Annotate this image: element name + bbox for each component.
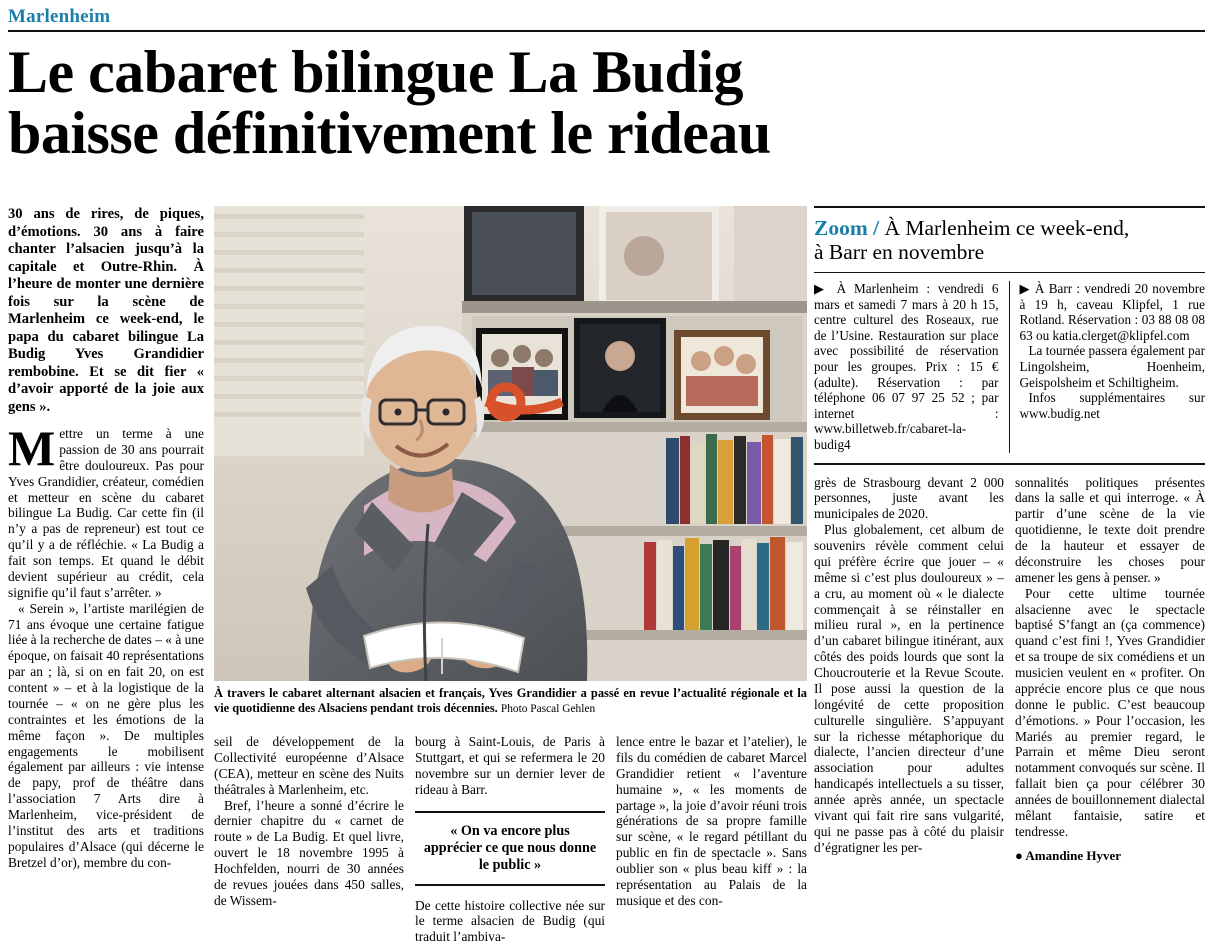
right-text-columns — [814, 475, 1205, 864]
paragraph — [8, 420, 204, 601]
zoom-title-line-2: à Barr en novembre — [814, 240, 985, 265]
zoom-title-line-1: À Marlenheim ce week-end, — [884, 216, 1130, 240]
right-column — [814, 206, 1205, 863]
paragraph: « Serein », l’artiste marilégien de 71 ans évoque une certaine fatigue liée à la recherche de dates – « à une époque, on faisait 40 représentations par an ; là, si on en fait 20, on est content » – et à la logistique de la tournée – « on ne gère plus les contraintes et les émotions de la même façon ». De multiples engagements le mobilisent également par ailleurs : vie intense de papy, prof de théâtre dans l’association 7 Arts dire à Marlenheim, vice-président de l’institut des arts et traditions populaires d’Alsace (qui décerne le Bretzel d’or), membre du con- — [8, 600, 204, 870]
zoom-item: La tournée passera également par Lingolsheim, Hoenheim, Geispolsheim et Schiltigheim. — [1019, 343, 1205, 390]
kicker: Marlenheim — [8, 6, 111, 27]
article-photo — [214, 206, 807, 681]
headline-line-2: baisse définitivement le rideau — [8, 100, 771, 167]
drop-cap: M — [8, 420, 56, 476]
zoom-heading — [814, 216, 1205, 264]
article-column-3 — [415, 734, 605, 945]
page-title — [8, 39, 1205, 167]
left-column — [8, 206, 204, 871]
standfirst: 30 ans de rires, de piques, d’émotions. 30 ans à faire chanter l’alsacien jusqu’à la capitale et Outre-Rhin. À l’heure de monter une dernière fois sur la scène de Marlenheim ce week-end, le papa du cabaret bilingue La Budig Yves Grandidier rembobine. Et se dit fier « d’avoir apporté de la joie aux gens ». — [8, 206, 204, 415]
under-photo-columns — [214, 734, 807, 945]
paragraph: lence entre le bazar et l’atelier), le fils du comédien de cabaret Marcel Grandidier retient « l’aventure humaine », « les moments de partage », la joie d’avoir réuni trois générations de sa propre famille sur scène, « le regard pétillant du public en fin de spectacle ». Sans oublier son « plus beau kiff » : la représentation au Palais de la musique et des con- — [616, 734, 807, 908]
paragraph: Bref, l’heure a sonné d’écrire le dernier chapitre du « carnet de route » de La Budig. Et quel livre, ouvert le 18 novembre 1995 à Hochfelden, nourri de 30 années de revues jouées dans 450 salles, de Wissem- — [214, 797, 404, 908]
paragraph: De cette histoire collective née sur le terme alsacien de Budig (qui traduit l’ambiva- — [415, 897, 605, 945]
paragraph: seil de développement de la Collectivité européenne d’Alsace (CEA), metteur en scène des Nuits théâtrales à Marlenheim, etc. — [214, 734, 404, 797]
zoom-column-marlenheim — [814, 281, 1010, 452]
byline: ● Amandine Hyver — [1015, 847, 1122, 863]
photo-caption-text: À travers le cabaret alternant alsacien et français, Yves Grandidier a passé en revue l’actualité régionale et la vie quotidienne des Alsaciens pendant trois décennies. — [214, 686, 807, 716]
paragraph: Plus globalement, cet album de souvenirs révèle comment celui qui préfère écrire que jouer – « même si c’est plus douloureux » – a cru, au moment où « le dialecte commençait à se réinstaller en milieu rural », en la pertinence d’un cabaret bilingue itinérant, aux côtés des poids lourds que sont la Choucrouterie et la Revue Scoute. Il pose aussi la question de la longévité de cette proposition culturelle singulière. S’appuyant sur la richesse métaphorique du dialecte, l’ancien directeur d’une association pour adultes handicapés intellectuels a su tisser, année après année, un spectacle vivant qui fait rire sans vulgarité, qui ne passe pas à côté du plaisir d’égratigner les per- — [814, 522, 1004, 855]
article-column-1 — [8, 420, 204, 871]
article-column-2 — [214, 734, 404, 945]
middle-column — [214, 206, 807, 717]
article-column-5 — [814, 475, 1004, 864]
zoom-rule-mid — [814, 272, 1205, 273]
paragraph: bourg à Saint-Louis, de Paris à Stuttgart, et qui se refermera le 20 novembre sur un dernier lever de rideau à Barr. — [415, 734, 605, 797]
headline-line-1: Le cabaret bilingue La Budig — [8, 39, 744, 105]
zoom-rule-bottom — [814, 463, 1205, 465]
photo-credit: Photo Pascal Gehlen — [500, 703, 596, 716]
zoom-item: Infos supplémentaires sur www.budig.net — [1019, 390, 1205, 421]
zoom-rule-top — [814, 206, 1205, 208]
article-column-6 — [1015, 475, 1205, 864]
article-column-4 — [616, 734, 807, 945]
photo-caption — [214, 686, 807, 717]
kicker-rule — [8, 30, 1205, 32]
newspaper-page — [0, 6, 1213, 945]
paragraph: Pour cette ultime tournée alsacienne avec le spectacle baptisé S’fangt an (ça commence) quand c’est fini !, Yves Grandidier et sa troupe de six comédiens et un musicien veulent en « profiter. On apprécie encore plus ce que nous donne le public. C’est beaucoup d’émotions. » Pour l’occasion, les Mariés au premier regard, le Parrain et même Dieu seront notamment convoqués sur scène. Il fallait bien ça pour célébrer 30 années de bouillonnement dialectal mêlant fantaisie, satire et tendresse. — [1015, 585, 1205, 839]
zoom-item: ▶ À Barr : vendredi 20 novembre à 19 h, caveau Klipfel, 1 rue Rotland. Réservation : 03 88 08 08 63 ou katia.clerget@klipfel.com — [1019, 281, 1205, 343]
zoom-columns — [814, 281, 1205, 452]
zoom-column-barr — [1010, 281, 1206, 452]
zoom-label: Zoom — [814, 216, 868, 240]
photo-block — [214, 206, 807, 717]
zoom-item: ▶ À Marlenheim : vendredi 6 mars et samedi 7 mars à 20 h 15, centre culturel des Roseaux, rue de l’Usine. Restauration sur place avec possibilité de réservation pour les groupes. Prix : 15 € (adulte). Réservation : par téléphone 06 07 97 25 52 ; par internet : www.billetweb.fr/cabaret-la-budig4 — [814, 281, 999, 452]
paragraph: grès de Strasbourg devant 2 000 personnes, juste avant les municipales de 2020. — [814, 474, 1004, 522]
zoom-separator: / — [873, 216, 880, 240]
paragraph: sonnalités politiques présentes dans la salle et qui interroge. « À partir d’une scène de la vie quotidienne, le texte doit prendre de la hauteur et essayer de déconstruire les choses pour amener les gens à penser. » — [1015, 474, 1205, 585]
pull-quote: « On va encore plus apprécier ce que nous donne le public » — [415, 811, 605, 886]
paragraph-text: ettre un terme à une passion de 30 ans pourrait être douloureux. Pas pour Yves Grandidier, créateur, comédien et metteur en scène du cabaret bilingue La Budig. Car cette fin (il n’y a pas de repreneur) est tout ce qu’il y a de réfléchie. « La Budig a fait son temps. Et quand le débit devient supérieur au crédit, cela signifie qu’il faut s’arrêter. » — [8, 426, 204, 600]
